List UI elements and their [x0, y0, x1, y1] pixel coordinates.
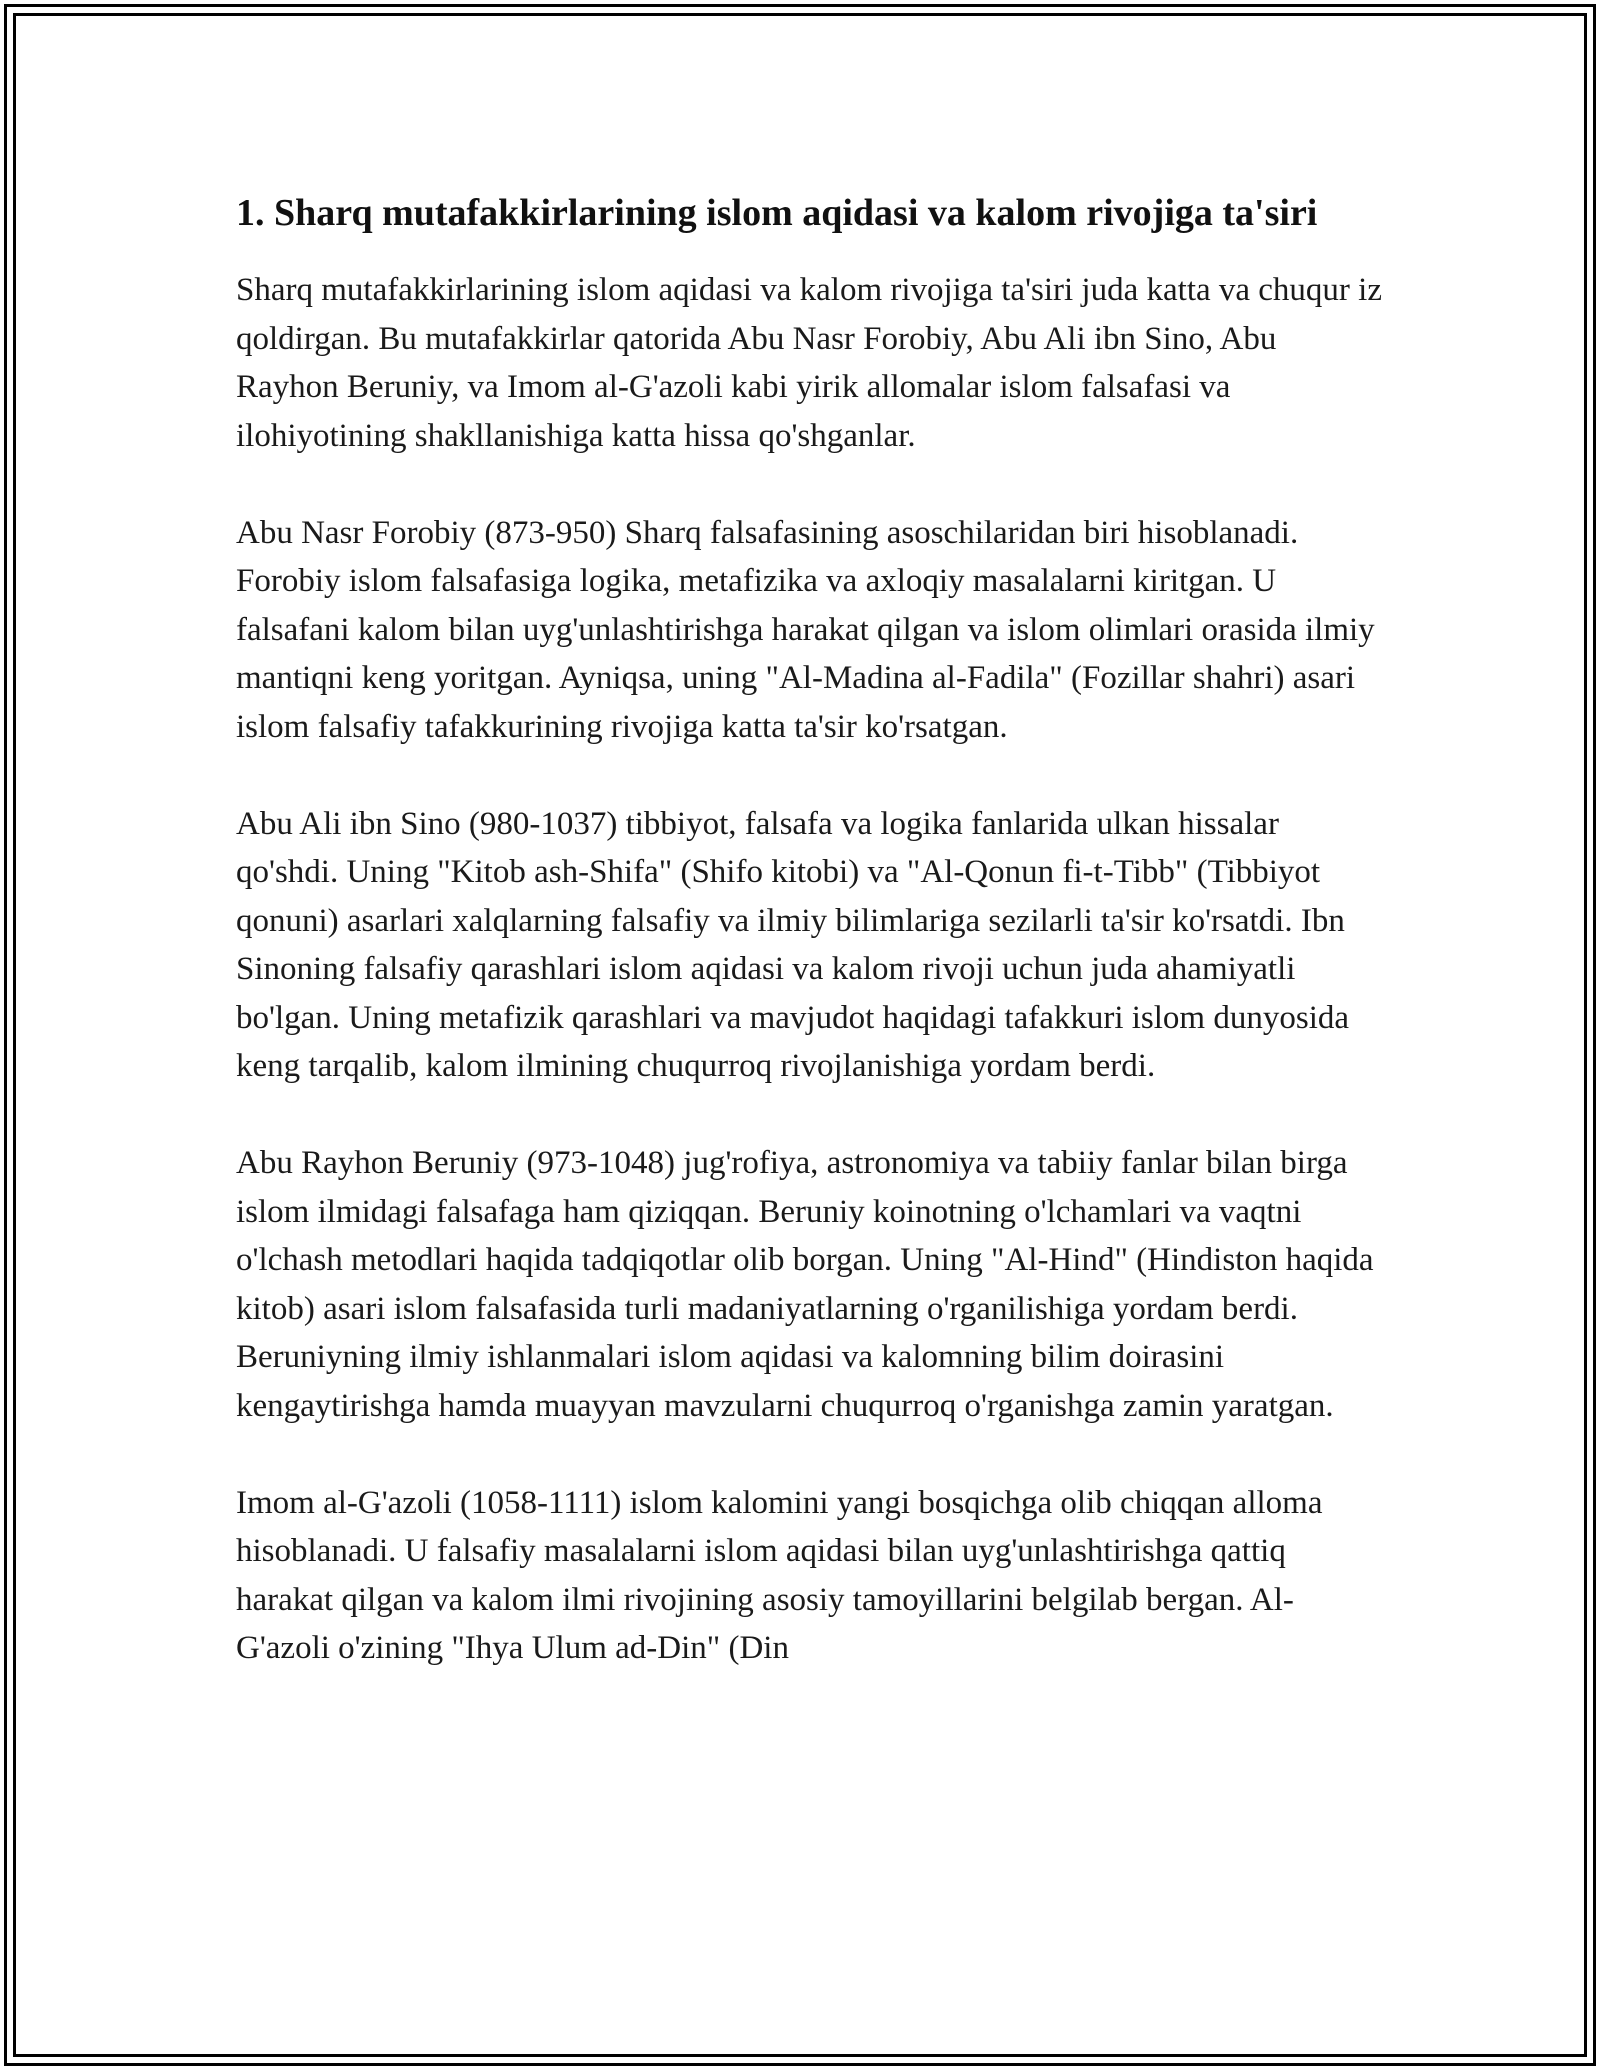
paragraph-forobiy: Abu Nasr Forobiy (873-950) Sharq falsafasining asoschilaridan biri hisoblanadi. Forobiy islom falsafasiga logika, metafizika va axloqiy masalalarni kiritgan. U falsafani kalom bilan uyg'unlashtirishga harakat qilgan va islom olimlari orasida ilmiy mantiqni keng yoritgan. Ayniqsa, uning "Al-Madina al-Fadila" (Fozillar shahri) asari islom falsafiy tafakkurining rivojiga katta ta'sir ko'rsatgan. — [236, 514, 1375, 745]
document-body — [236, 186, 1386, 1721]
paragraph-ibn-sino: Abu Ali ibn Sino (980-1037) tibbiyot, falsafa va logika fanlarida ulkan hissalar qo'shdi. Uning "Kitob ash-Shifa" (Shifo kitobi) va "Al-Qonun fi-t-Tibb" (Tibbiyot qonuni) asarlari xalqlarning falsafiy va ilmiy bilimlariga sezilarli ta'sir ko'rsatdi. Ibn Sinoning falsafiy qarashlari islom aqidasi va kalom rivoji uchun juda ahamiyatli bo'lgan. Uning metafizik qarashlari va mavjudot haqidagi tafakkuri islom dunyosida keng tarqalib, kalom ilmining chuqurroq rivojlanishiga yordam berdi. — [236, 805, 1350, 1084]
section-heading: 1. Sharq mutafakkirlarining islom aqidasi va kalom rivojiga ta'siri — [236, 192, 1318, 234]
paragraph-intro: Sharq mutafakkirlarining islom aqidasi va kalom rivojiga ta'siri juda katta va chuqur iz qoldirgan. Bu mutafakkirlar qatorida Abu Nasr Forobiy, Abu Ali ibn Sino, Abu Rayhon Beruniy, va Imom al-G'azoli kabi yirik allomalar islom falsafasi va ilohiyotining shakllanishiga katta hissa qo'shganlar. — [236, 272, 1382, 454]
paragraph-beruniy: Abu Rayhon Beruniy (973-1048) jug'rofiya, astronomiya va tabiiy fanlar bilan birga islom ilmidagi falsafaga ham qiziqqan. Beruniy koinotning o'lchamlari va vaqtni o'lchash metodlari haqida tadqiqotlar olib borgan. Uning "Al-Hind" (Hindiston haqida kitob) asari islom falsafasida turli madaniyatlarning o'rganilishiga yordam berdi. Beruniyning ilmiy ishlanmalari islom aqidasi va kalomning bilim doirasini kengaytirishga hamda muayyan mavzularni chuqurroq o'rganishga zamin yaratgan. — [236, 1145, 1374, 1424]
paragraph-gazoli: Imom al-G'azoli (1058-1111) islom kalomini yangi bosqichga olib chiqqan alloma hisoblanadi. U falsafiy masalalarni islom aqidasi bilan uyg'unlashtirishga qattiq harakat qilgan va kalom ilmi rivojining asosiy tamoyillarini belgilab bergan. Al-G'azoli o'zining "Ihya Ulum ad-Din" (Din — [236, 1484, 1323, 1666]
